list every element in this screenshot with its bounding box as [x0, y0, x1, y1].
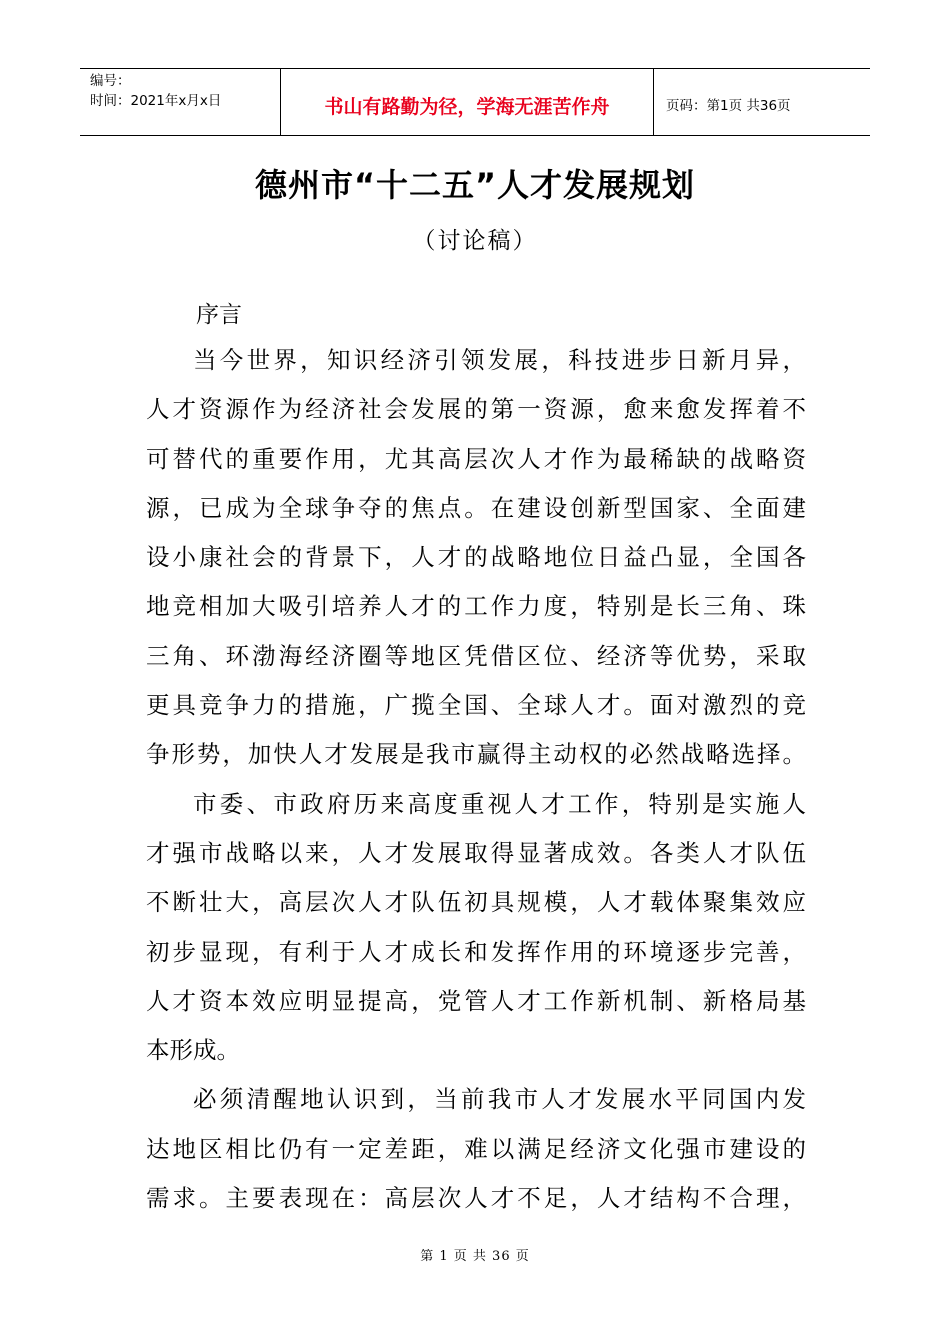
- text-line: 本形成。: [146, 1036, 240, 1065]
- text-line: 当今世界，知识经济引领发展，科技进步日新月异，: [193, 346, 806, 374]
- text-line: 可替代的重要作用，尤其高层次人才作为最稀缺的战略资: [146, 444, 806, 473]
- header-page-info: 页码：第1页 共36页: [666, 98, 791, 114]
- text-line: 地竞相加大吸引培养人才的工作力度，特别是长三角、珠: [146, 592, 806, 621]
- header-motto: 书山有路勤为径，学海无涯苦作舟: [281, 69, 654, 135]
- text-line: 人才资本效应明显提高，党管人才工作新机制、新格局基: [146, 986, 806, 1015]
- text-line: 才强市战略以来，人才发展取得显著成效。各类人才队伍: [146, 838, 806, 867]
- text-line: 市委、市政府历来高度重视人才工作，特别是实施人: [193, 789, 806, 818]
- page-footer: 第 1 页 共 36 页: [420, 1249, 530, 1264]
- text-line: 更具竞争力的措施，广揽全国、全球人才。面对激烈的竞: [146, 691, 806, 720]
- text-line: 初步显现，有利于人才成长和发挥作用的环境逐步完善，: [146, 937, 806, 966]
- body-text: [146, 336, 806, 1223]
- header-meta: [80, 69, 281, 135]
- document-subtitle: （讨论稿）: [412, 228, 538, 254]
- text-line: 三角、环渤海经济圈等地区凭借区位、经济等优势，采取: [146, 641, 806, 670]
- text-line: 人才资源作为经济社会发展的第一资源，愈来愈发挥着不: [146, 395, 806, 424]
- document-title: 德州市“十二五”人才发展规划: [254, 166, 696, 204]
- text-line: 必须清醒地认识到，当前我市人才发展水平同国内发: [193, 1085, 806, 1114]
- text-line: 不断壮大，高层次人才队伍初具规模，人才载体聚集效应: [146, 888, 806, 917]
- page-header: [80, 68, 870, 136]
- text-line: 源，已成为全球争夺的焦点。在建设创新型国家、全面建: [146, 493, 806, 522]
- text-line: 达地区相比仍有一定差距，难以满足经济文化强市建设的: [146, 1134, 806, 1163]
- number-label: 编号：: [90, 73, 131, 89]
- text-line: 需求。主要表现在：高层次人才不足，人才结构不合理，: [146, 1184, 806, 1213]
- text-line: 设小康社会的背景下，人才的战略地位日益凸显，全国各: [146, 543, 806, 572]
- text-line: 争形势，加快人才发展是我市赢得主动权的必然战略选择。: [146, 740, 806, 769]
- section-heading: 序言: [196, 302, 242, 328]
- time-label: 时间：2021年x月x日: [90, 93, 222, 109]
